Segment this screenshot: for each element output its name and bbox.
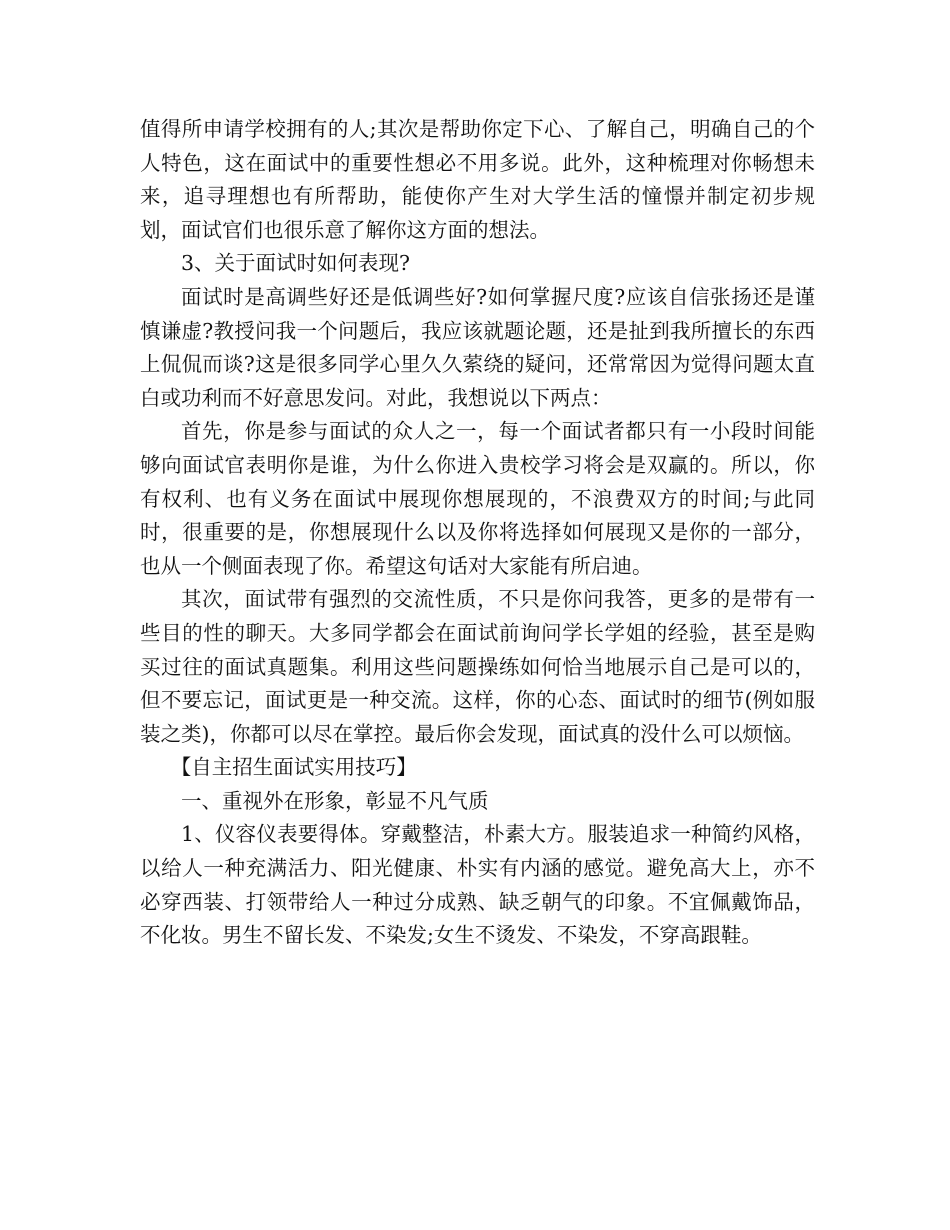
question-heading: 3、关于面试时如何表现? bbox=[181, 251, 411, 276]
subsection-heading: 一、重视外在形象，彰显不凡气质 bbox=[181, 788, 489, 813]
paragraph-first-point: 首先，你是参与面试的众人之一，每一个面试者都只有一小段时间能够向面试官表明你是谁，为什么你进入贵校学习将会是双赢的。所以，你有权利、也有义务在面试中展现你想展现的，不浪费双方的时间;与此同时，很重要的是，你想展现什么以及你将选择如何展现又是你的一部分，也从一个侧面表现了你。希望这句话对大家能有所启迪。 bbox=[140, 419, 815, 578]
section-title: 【自主招生面试实用技巧】 bbox=[170, 755, 417, 780]
paragraph-question-body: 面试时是高调些好还是低调些好?如何掌握尺度?应该自信张扬还是谨慎谦虚?教授问我一个问题后，我应该就题论题，还是扯到我所擅长的东西上侃侃而谈?这是很多同学心里久久萦绕的疑问，还常常因为觉得问题太直白或功利而不好意思发问。对此，我想说以下两点： bbox=[140, 284, 815, 410]
paragraph-appearance-tip: 1、仪容仪表要得体。穿戴整洁，朴素大方。服装追求一种简约风格，以给人一种充满活力、阳光健康、朴实有内涵的感觉。避免高大上，亦不必穿西装、打领带给人一种过分成熟、缺乏朝气的印象。不宜佩戴饰品，不化妆。男生不留长发、不染发;女生不烫发、不染发，不穿高跟鞋。 bbox=[140, 822, 815, 948]
document-page bbox=[140, 113, 815, 953]
paragraph-second-point: 其次，面试带有强烈的交流性质，不只是你问我答，更多的是带有一些目的性的聊天。大多同学都会在面试前询问学长学姐的经验，甚至是购买过往的面试真题集。利用这些问题操练如何恰当地展示自己是可以的，但不要忘记，面试更是一种交流。这样，你的心态、面试时的细节(例如服装之类)，你都可以尽在掌控。最后你会发现，面试真的没什么可以烦恼。 bbox=[140, 587, 815, 746]
paragraph-continuation: 值得所申请学校拥有的人;其次是帮助你定下心、了解自己，明确自己的个人特色，这在面试中的重要性想必不用多说。此外，这种梳理对你畅想未来，追寻理想也有所帮助，能使你产生对大学生活的憧憬并制定初步规划，面试官们也很乐意了解你这方面的想法。 bbox=[140, 117, 815, 242]
